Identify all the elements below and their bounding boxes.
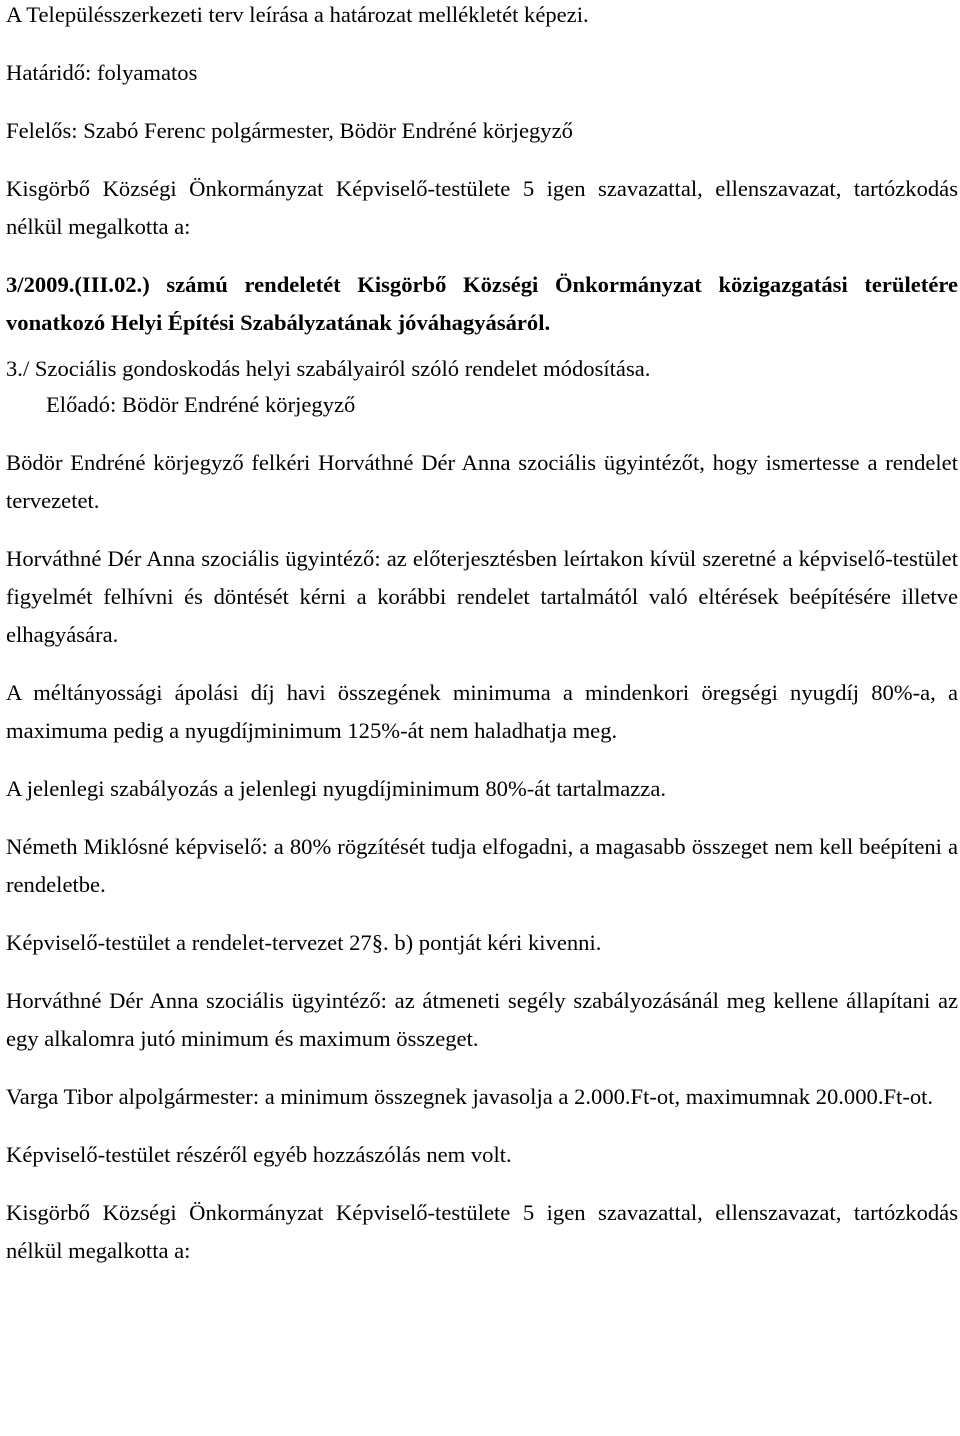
text-no-comments: Képviselő-testület részéről egyéb hozzászólás nem volt. — [6, 1142, 512, 1167]
text-responsible: Felelős: Szabó Ferenc polgármester, Bödör Endréné körjegyző — [6, 118, 573, 143]
text-annex-note: A Településszerkezeti terv leírása a határozat mellékletét képezi. — [6, 2, 589, 27]
text-vote-2: Kisgörbő Községi Önkormányzat Képviselő-testülete 5 igen szavazattal, ellenszavazat, tartózkodás nélkül megalkotta a: — [6, 1200, 958, 1263]
agenda-presenter: Előadó: Bödör Endréné körjegyző — [46, 392, 356, 417]
text-deadline: Határidő: folyamatos — [6, 60, 198, 85]
text-speaker-3: Horváthné Dér Anna szociális ügyintéző: az átmeneti segély szabályozásánál meg kellene állapítani az egy alkalomra jutó minimum és maximum összeget. — [6, 988, 958, 1051]
text-speaker-4: Varga Tibor alpolgármester: a minimum összegnek javasolja a 2.000.Ft-ot, maximumnak 20.000.Ft-ot. — [6, 1084, 934, 1109]
text-vote-1: Kisgörbő Községi Önkormányzat Képviselő-testülete 5 igen szavazattal, ellenszavazat, tartózkodás nélkül megalkotta a: — [6, 176, 958, 239]
text-current-rule: A jelenlegi szabályozás a jelenlegi nyugdíjminimum 80%-át tartalmazza. — [6, 776, 667, 801]
text-allowance: A méltányossági ápolási díj havi összegének minimuma a mindenkori öregségi nyugdíj 80%-a, a maximuma pedig a nyugdíjminimum 125%-át nem haladhatja meg. — [6, 680, 958, 743]
agenda-item-3: 3./ Szociális gondoskodás helyi szabályairól szóló rendelet módosítása. — [6, 356, 651, 381]
text-request: Bödör Endréné körjegyző felkéri Horváthné Dér Anna szociális ügyintézőt, hogy ismertesse a rendelet tervezetet. — [6, 450, 958, 513]
text-decree-approval: 3/2009.(III.02.) számú rendeletét Kisgörbő Községi Önkormányzat közigazgatási területére vonatkozó Helyi Építési Szabályzatának jóváhagyásáról. — [6, 272, 958, 335]
text-board-request: Képviselő-testület a rendelet-tervezet 27§. b) pontját kéri kivenni. — [6, 930, 602, 955]
text-speaker-2: Németh Miklósné képviselő: a 80% rögzítését tudja elfogadni, a magasabb összeget nem kell beépíteni a rendeletbe. — [6, 834, 958, 897]
text-speaker-1: Horváthné Dér Anna szociális ügyintéző: az előterjesztésben leírtakon kívül szeretné a képviselő-testület figyelmét felhívni és döntését kérni a korábbi rendelet tartalmától való eltérések beépítésére illetve elhagyására. — [6, 546, 958, 647]
